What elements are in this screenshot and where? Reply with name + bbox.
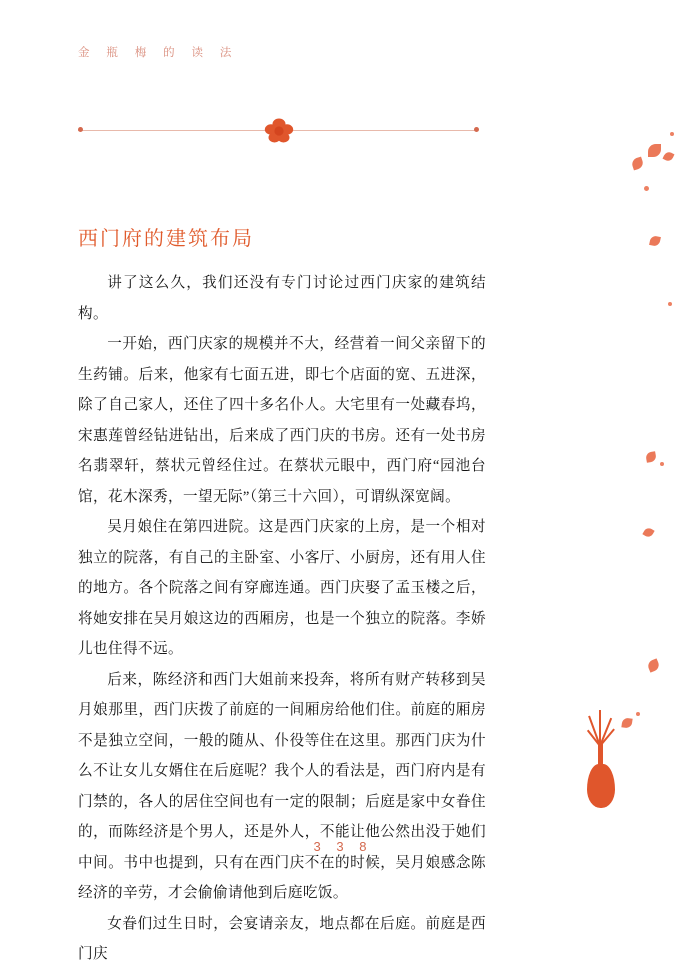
petal-icon	[642, 526, 654, 538]
paragraph: 一开始，西门庆家的规模并不大，经营着一间父亲留下的生药铺。后来，他家有七面五进，即七个店面的宽、五进深，除了自己家人，还住了四十多名仆人。大宅里有一处藏春坞，宋惠莲曾经钻进钻出，后来成了西门庆的书房。还有一处书房名翡翠轩，蔡状元曾经住过。在蔡状元眼中，西门府“园池台馆，花木深秀，一望无际”（第三十六回），可谓纵深宽阔。	[78, 336, 486, 505]
dot-icon	[660, 462, 664, 466]
dot-icon	[636, 712, 640, 716]
vase-body	[587, 764, 615, 808]
petal-icon	[649, 235, 661, 247]
paragraph: 后来，陈经济和西门大姐前来投奔，将所有财产转移到吴月娘那里，西门庆拨了前庭的一间厢房给他们住。前庭的厢房不是独立空间，一般的随从、仆役等住在这里。那西门庆为什么不让女儿女婿住在后庭呢？我个人的看法是，西门府内是有门禁的，各人的居住空间也有一定的限制；后庭是家中女眷住的，而陈经济是个男人，还是外人，不能让他公然出没于她们中间。书中也提到，只有在西门庆不在的时候，吴月娘感念陈经济的辛劳，才会偷偷请他到后庭吃饭。	[78, 671, 486, 901]
dot-icon	[644, 186, 649, 191]
plum-blossom-icon	[264, 116, 294, 146]
petal-icon	[646, 658, 660, 672]
page-number: 3 3 8	[313, 839, 373, 854]
petal-icon	[663, 151, 675, 163]
dot-icon	[670, 132, 674, 136]
petal-icon	[631, 157, 645, 171]
petal-icon	[645, 451, 657, 463]
body-text	[78, 268, 486, 970]
page-title: 西门府的建筑布局	[78, 228, 254, 250]
rule-dot-left	[78, 127, 83, 132]
ornamental-rule	[78, 118, 478, 144]
running-header: 金 瓶 梅 的 读 法	[78, 47, 239, 59]
rule-dot-right	[474, 127, 479, 132]
paragraph: 吴月娘住在第四进院。这是西门庆家的上房，是一个相对独立的院落，有自己的主卧室、小客厅、小厨房，还有用人住的地方。各个院落之间有穿廊连通。西门庆娶了孟玉楼之后，将她安排在吴月娘这边的西厢房，也是一个独立的院落。李娇儿也住得不远。	[78, 519, 486, 657]
dot-icon	[668, 302, 672, 306]
paragraph: 女眷们过生日时，会宴请亲友，地点都在后庭。前庭是西门庆	[78, 915, 486, 962]
vase-illustration	[578, 688, 624, 808]
petal-icon	[648, 144, 661, 157]
paragraph: 讲了这么久，我们还没有专门讨论过西门庆家的建筑结构。	[78, 275, 486, 322]
